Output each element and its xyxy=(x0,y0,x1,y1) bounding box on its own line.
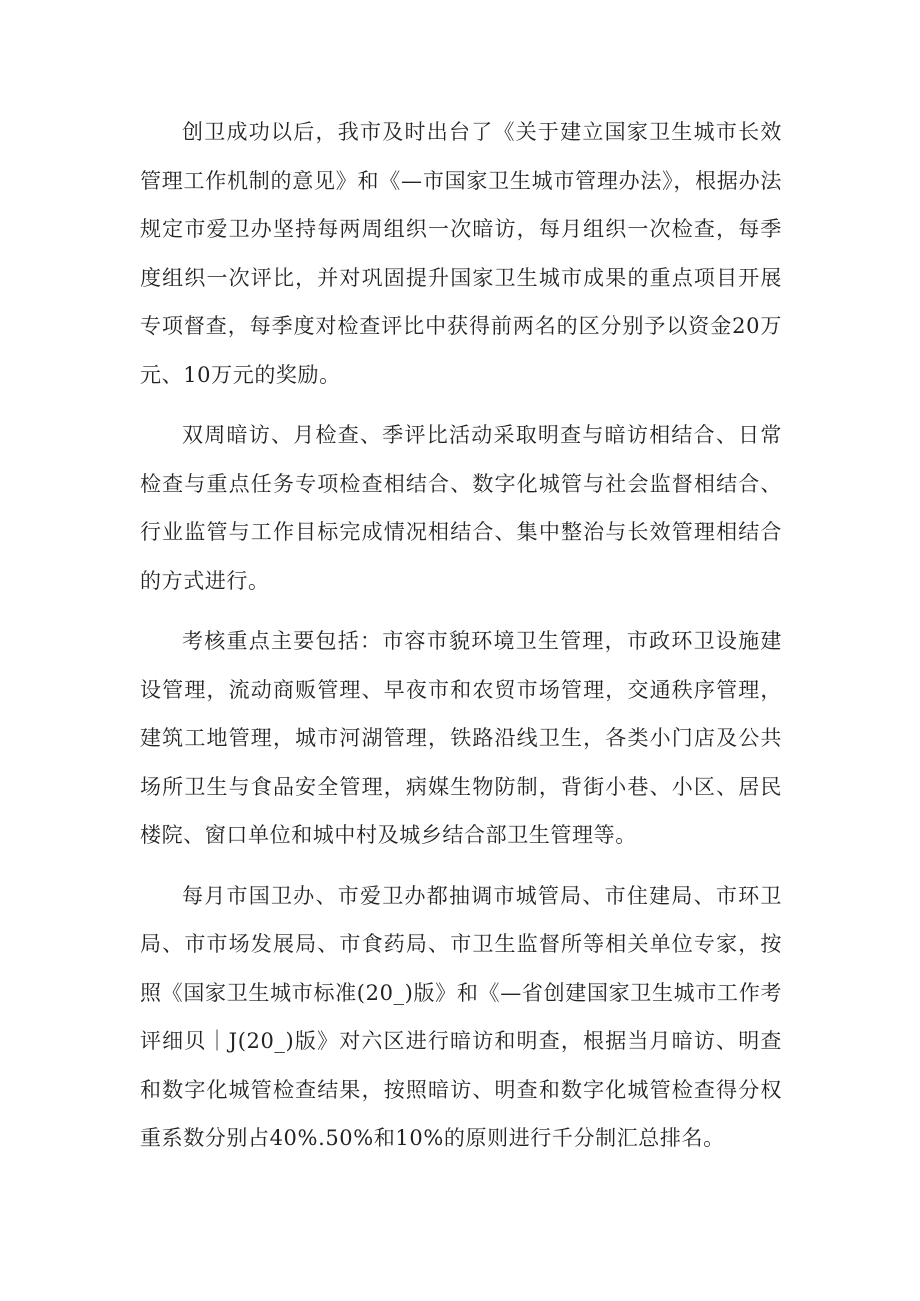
document-body xyxy=(140,108,782,1175)
paragraph-2: 双周暗访、月检查、季评比活动采取明查与暗访相结合、日常检查与重点任务专项检查相结合、数字化城管与社会监督相结合、行业监管与工作目标完成情况相结合、集中整治与长效管理相结合的方式进行。 xyxy=(140,423,782,593)
paragraph-4: 每月市国卫办、市爱卫办都抽调市城管局、市住建局、市环卫局、市市场发展局、市食药局、市卫生监督所等相关单位专家，按照《国家卫生城市标准(20_)版》和《—省创建国家卫生城市工作考评细贝｜J(20_)版》对六区进行暗访和明查，根据当月暗访、明查和数字化城管检查结果，按照暗访、明查和数字化城管检查得分权重系数分别占40%.50%和10%的原则进行千分制汇总排名。 xyxy=(140,883,782,1150)
paragraph-3: 考核重点主要包括：市容市貌环境卫生管理，市政环卫设施建设管理，流动商贩管理、早夜市和农贸市场管理，交通秩序管理，建筑工地管理，城市河湖管理，铁路沿线卫生，各类小门店及公共场所卫生与食品安全管理，病媒生物防制，背街小巷、小区、居民楼院、窗口单位和城中村及城乡结合部卫生管理等。 xyxy=(140,629,782,847)
paragraph-1: 创卫成功以后，我市及时出台了《关于建立国家卫生城市长效管理工作机制的意见》和《—市国家卫生城市管理办法》，根据办法规定市爱卫办坚持每两周组织一次暗访，每月组织一次检查，每季度组织一次评比，并对巩固提升国家卫生城市成果的重点项目开展专项督查，每季度对检查评比中获得前两名的区分别予以资金20万元、10万元的奖励。 xyxy=(140,120,782,387)
